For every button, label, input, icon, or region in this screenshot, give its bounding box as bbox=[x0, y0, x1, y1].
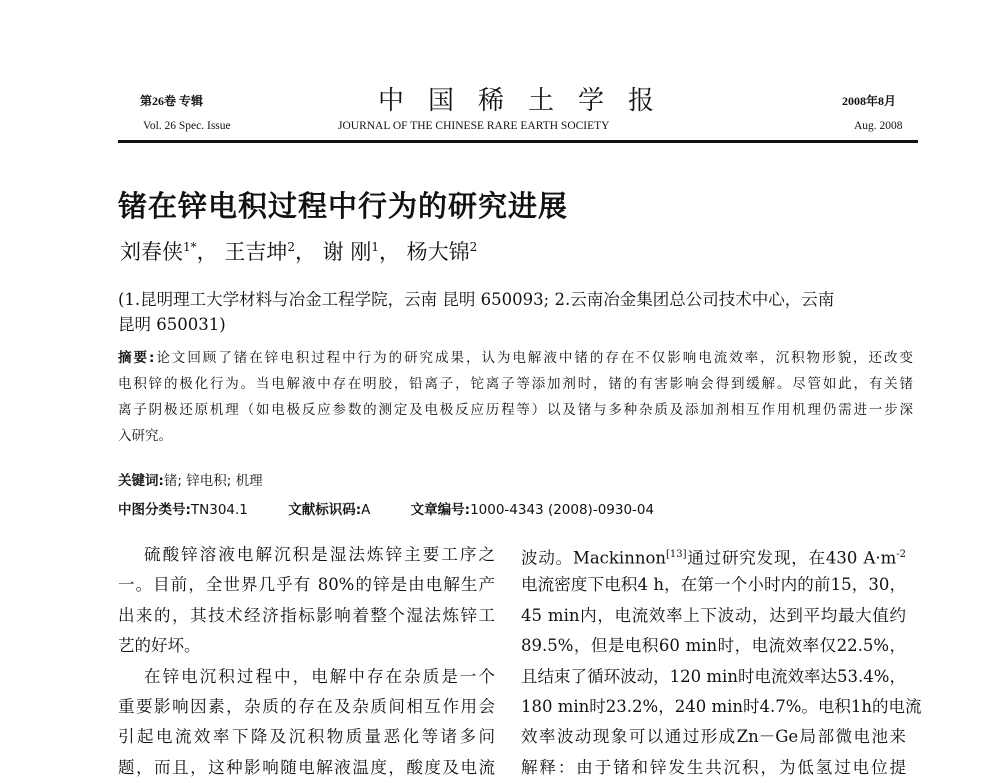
author-list: 刘春侠$^{1*}$， 王吉坤$^2$， 谢 刚$^1$， 杨大锦$^2$ bbox=[120, 240, 478, 264]
body-line: 硫酸锌溶液电解沉积是湿法炼锌主要工序之 bbox=[144, 545, 495, 564]
article-number: 1000-4343 (2008)-0930-04 bbox=[470, 502, 655, 518]
body-line: 效率波动现象可以通过形成Zn－Ge局部微电池来 bbox=[521, 727, 906, 747]
body-line: 45 min内，电流效率上下波动，达到平均最大值约 bbox=[521, 605, 906, 625]
doc-code: A bbox=[361, 502, 371, 518]
body-line: 180 min时23.2%，240 min时4.7%。电积1h的电流 bbox=[521, 696, 922, 716]
abstract-line: 离子阴极还原机理（如电极反应参数的测定及电极反应历程等）以及锗与多种杂质及添加剂相互作用机理仍需进一步深 bbox=[118, 402, 913, 418]
classification: 中图分类号:TN304.1 文献标识码:A 文章编号:1000-4343 (2008)-0930-04 bbox=[118, 502, 655, 518]
citation: [13] bbox=[666, 549, 687, 560]
body-line: 在锌电沉积过程中，电解中存在杂质是一个 bbox=[144, 666, 495, 686]
abstract-line: 摘要:论文回顾了锗在锌电积过程中行为的研究成果，认为电解液中锗的存在不仅影响电流效率，沉积物形貌，还改变 bbox=[118, 350, 914, 366]
date-cn: 2008年8月 bbox=[842, 94, 897, 108]
journal-title-cn: 中国稀土学报 bbox=[378, 86, 679, 116]
body-line: 89.5%，但是电积60 min时，电流效率仅22.5%， bbox=[521, 636, 906, 656]
body-line: 出来的，其技术经济指标影响着整个湿法炼锌工 bbox=[118, 605, 495, 625]
header-rule bbox=[118, 140, 918, 143]
author: 谢 刚$^1$ bbox=[322, 240, 379, 264]
affiliation-line: (1.昆明理工大学材料与冶金工程学院，云南 昆明 650093; 2.云南冶金集团总公司技术中心，云南 bbox=[118, 290, 835, 309]
article-title: 锗在锌电积过程中行为的研究进展 bbox=[118, 189, 569, 223]
body-right-column bbox=[521, 540, 922, 783]
clc-number: TN304.1 bbox=[190, 502, 248, 518]
keywords: 关键词:锗; 锌电积; 机理 bbox=[118, 473, 263, 489]
body-line: 重要影响因素，杂质的存在及杂质间相互作用会 bbox=[118, 696, 495, 716]
body-line: 解释：由于锗和锌发生共沉积，为低氢过电位提 bbox=[521, 757, 906, 777]
author: 杨大锦$^2$ bbox=[406, 240, 478, 264]
journal-title-en: JOURNAL OF THE CHINESE RARE EARTH SOCIETY bbox=[338, 120, 610, 132]
abstract-line: 入研究。 bbox=[118, 428, 172, 444]
volume-en: Vol. 26 Spec. Issue bbox=[143, 120, 231, 132]
body-line: 电流密度下电积4 h，在第一个小时内的前15，30， bbox=[521, 575, 906, 595]
body-line: 题，而且，这种影响随电解液温度，酸度及电流 bbox=[118, 757, 495, 777]
body-line: 波动。Mackinnon[13]通过研究发现，在430 $A\cdot m^{-2}$ bbox=[521, 548, 907, 568]
body-line: 艺的好坏。 bbox=[118, 636, 201, 656]
date-en: Aug. 2008 bbox=[854, 120, 903, 132]
volume-cn: 第26卷 专辑 bbox=[140, 94, 204, 108]
body-line: 且结束了循环波动，120 min时电流效率达53.4%， bbox=[521, 666, 906, 686]
author: 刘春侠$^{1*}$ bbox=[120, 240, 197, 264]
body-line: 一。目前，全世界几乎有 80%的锌是由电解生产 bbox=[118, 575, 495, 595]
author: 王吉坤$^2$ bbox=[224, 240, 295, 264]
body-line: 引起电流效率下降及沉积物质量恶化等诸多问 bbox=[118, 727, 495, 747]
affiliation-line: 昆明 650031) bbox=[118, 315, 226, 334]
abstract-label: 摘要: bbox=[118, 350, 155, 366]
body-left-column bbox=[118, 540, 495, 783]
abstract-line: 电积锌的极化行为。当电解液中存在明胶，铅离子，铊离子等添加剂时，锗的有害影响会得到缓解。尽管如此，有关锗 bbox=[118, 376, 913, 392]
